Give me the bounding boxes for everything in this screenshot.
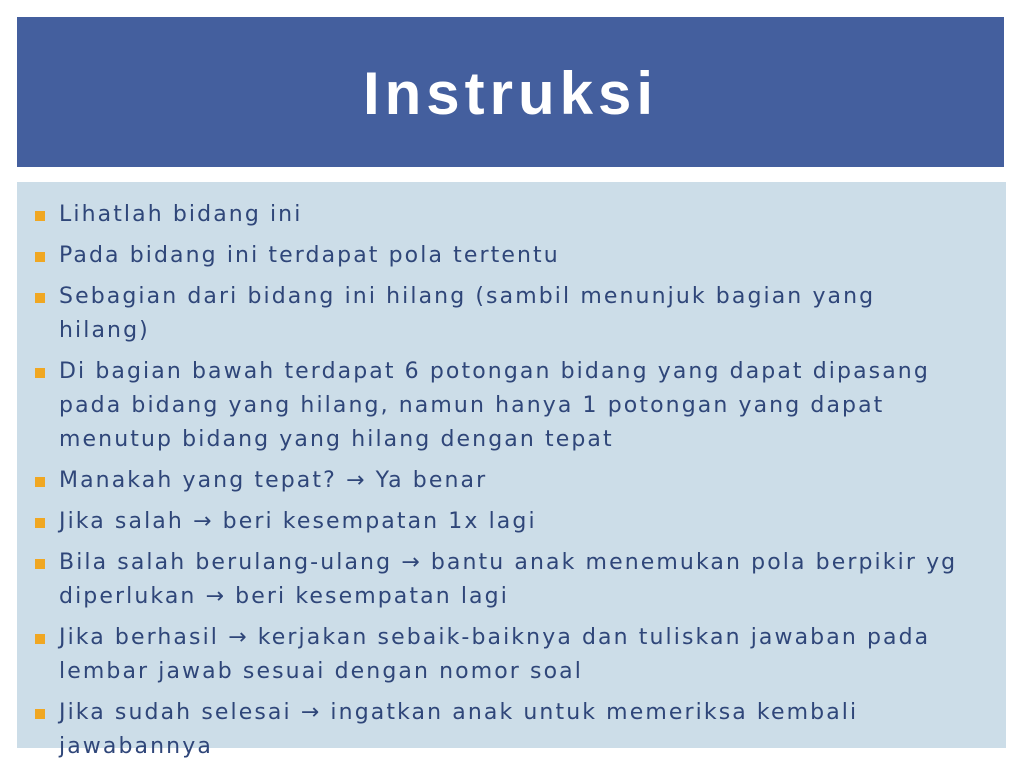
bullet-item xyxy=(33,355,963,457)
bullet-item xyxy=(33,239,963,273)
bullet-item xyxy=(33,621,963,689)
bullet-text: Pada bidang ini terdapat pola tertentu xyxy=(59,243,560,268)
bullet-text: Bila salah berulang-ulang → bantu anak menemukan pola berpikir yg diperlukan → beri kesempatan lagi xyxy=(59,550,958,609)
square-bullet-icon xyxy=(35,477,45,487)
square-bullet-icon xyxy=(35,634,45,644)
square-bullet-icon xyxy=(35,709,45,719)
bullet-item xyxy=(33,505,963,539)
bullet-text: Sebagian dari bidang ini hilang (sambil menunjuk bagian yang hilang) xyxy=(59,284,876,343)
square-bullet-icon xyxy=(35,368,45,378)
bullet-item xyxy=(33,280,963,348)
square-bullet-icon xyxy=(35,211,45,221)
bullet-item xyxy=(33,696,963,764)
bullet-list xyxy=(33,198,963,768)
square-bullet-icon xyxy=(35,293,45,303)
bullet-item xyxy=(33,546,963,614)
bullet-item xyxy=(33,198,963,232)
bullet-text: Jika sudah selesai → ingatkan anak untuk memeriksa kembali jawabannya xyxy=(59,700,859,759)
bullet-item xyxy=(33,464,963,498)
bullet-text: Jika berhasil → kerjakan sebaik-baiknya dan tuliskan jawaban pada lembar jawab sesuai dengan nomor soal xyxy=(59,625,931,684)
bullet-text: Lihatlah bidang ini xyxy=(59,202,303,227)
square-bullet-icon xyxy=(35,252,45,262)
square-bullet-icon xyxy=(35,518,45,528)
square-bullet-icon xyxy=(35,559,45,569)
bullet-text: Jika salah → beri kesempatan 1x lagi xyxy=(59,509,537,534)
title-band xyxy=(17,17,1004,167)
bullet-text: Manakah yang tepat? → Ya benar xyxy=(59,468,488,493)
slide-title: Instruksi xyxy=(362,59,659,127)
bullet-text: Di bagian bawah terdapat 6 potongan bidang yang dapat dipasang pada bidang yang hilang, namun hanya 1 potongan yang dapat menutup bidang yang hilang dengan tepat xyxy=(59,359,930,452)
